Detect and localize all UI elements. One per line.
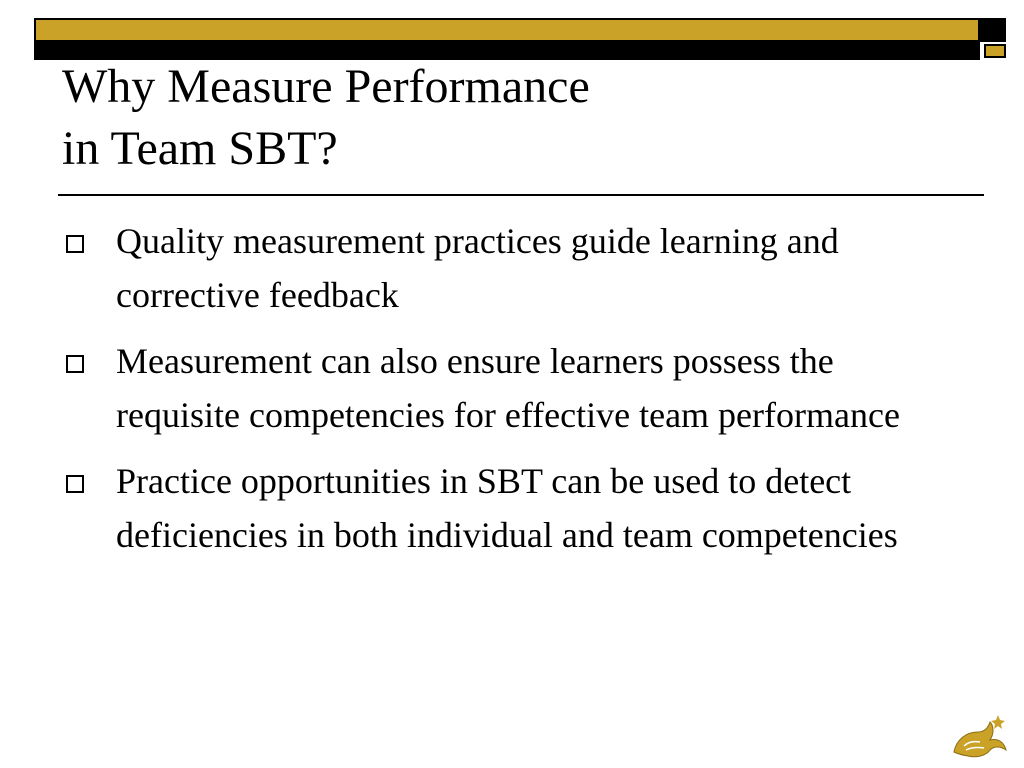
slide-title xyxy=(62,56,942,180)
header-gold-bar xyxy=(34,18,980,42)
bullet-text: Measurement can also ensure learners possess the requisite competencies for effective team performance xyxy=(116,341,900,435)
bullet-item xyxy=(66,214,966,322)
slide-title-line-1: Why Measure Performance xyxy=(62,60,590,113)
corner-black-block xyxy=(980,18,1006,42)
hollow-square-icon xyxy=(66,475,84,493)
title-divider xyxy=(58,194,984,196)
slide-title-line-2: in Team SBT? xyxy=(62,122,338,175)
bullet-item xyxy=(66,334,966,442)
bullet-text: Quality measurement practices guide learning and corrective feedback xyxy=(116,221,839,315)
bullet-item xyxy=(66,454,966,562)
corner-gold-block xyxy=(984,44,1006,58)
hollow-square-icon xyxy=(66,235,84,253)
hollow-square-icon xyxy=(66,355,84,373)
bullet-list xyxy=(66,214,966,574)
bullet-text: Practice opportunities in SBT can be used to detect deficiencies in both individual and team competencies xyxy=(116,461,898,555)
pegasus-logo-icon xyxy=(950,712,1010,762)
